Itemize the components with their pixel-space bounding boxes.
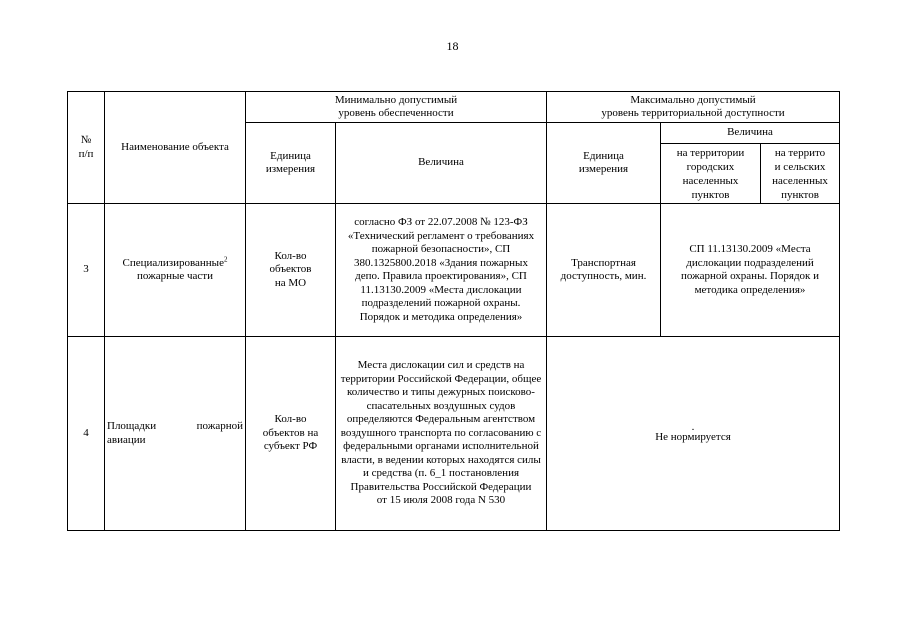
object-name [105, 337, 246, 531]
row-number: 4 [68, 337, 105, 531]
header-row-1 [68, 92, 840, 123]
object-name-value: Площадки пожарной авиации [107, 420, 243, 446]
header-max-group: Максимально допустимый уровень территориальной доступности [547, 92, 840, 123]
header-value-max: Величина [661, 123, 840, 144]
max-value-merged [547, 337, 840, 531]
value-min: согласно ФЗ от 22.07.2008 № 123-ФЗ «Технический регламент о требованиях пожарной безопасности», СП 380.1325800.2018 «Здания пожарных депо. Правила проектирования», СП 11.13130.2009 «Места дислокации подразделений пожарной охраны. Порядок и методика определения» [336, 204, 547, 337]
header-urban: на территории городских населенных пунктов [661, 144, 761, 204]
footnote-mark: 2 [223, 254, 228, 263]
unit-max: Транспортная доступность, мин. [547, 204, 661, 337]
page-number: 18 [446, 39, 459, 53]
header-unit-min: Единица измерения [246, 123, 336, 204]
object-name-rest: пожарные части [137, 270, 213, 282]
object-name-text: Специализированные [122, 256, 224, 269]
stray-dot: . [691, 420, 695, 433]
header-name: Наименование объекта [105, 92, 246, 204]
header-min-group: Минимально допустимый уровень обеспеченности [246, 92, 547, 123]
not-normalized-label: Не нормируется [655, 430, 731, 443]
header-num: № п/п [68, 92, 105, 204]
row-number: 3 [68, 204, 105, 337]
value-min: Места дислокации сил и средств на территории Российской Федерации, общее количество и типы дежурных поисково-спасательных воздушных судов определяются Федеральным агентством воздушного транспорта по согласованию с федеральными органами исполнительной власти, в ведении которых находятся силы и средства (п. 6_1 постановления Правительства Российской Федерации от 15 июля 2008 года N 530 [336, 337, 547, 531]
table-row [68, 337, 840, 531]
object-name [105, 204, 246, 337]
unit-min: Кол-во объектов на МО [246, 204, 336, 337]
unit-min: Кол-во объектов на субъект РФ [246, 337, 336, 531]
object-name-text [107, 420, 243, 447]
header-value-min: Величина [336, 123, 547, 204]
header-unit-max: Единица измерения [547, 123, 661, 204]
standards-table [67, 91, 840, 531]
header-rural: на террито и сельских населенных пунктов [761, 144, 840, 204]
value-max: СП 11.13130.2009 «Места дислокации подразделений пожарной охраны. Порядок и методика определения» [661, 204, 840, 337]
table-row [68, 204, 840, 337]
